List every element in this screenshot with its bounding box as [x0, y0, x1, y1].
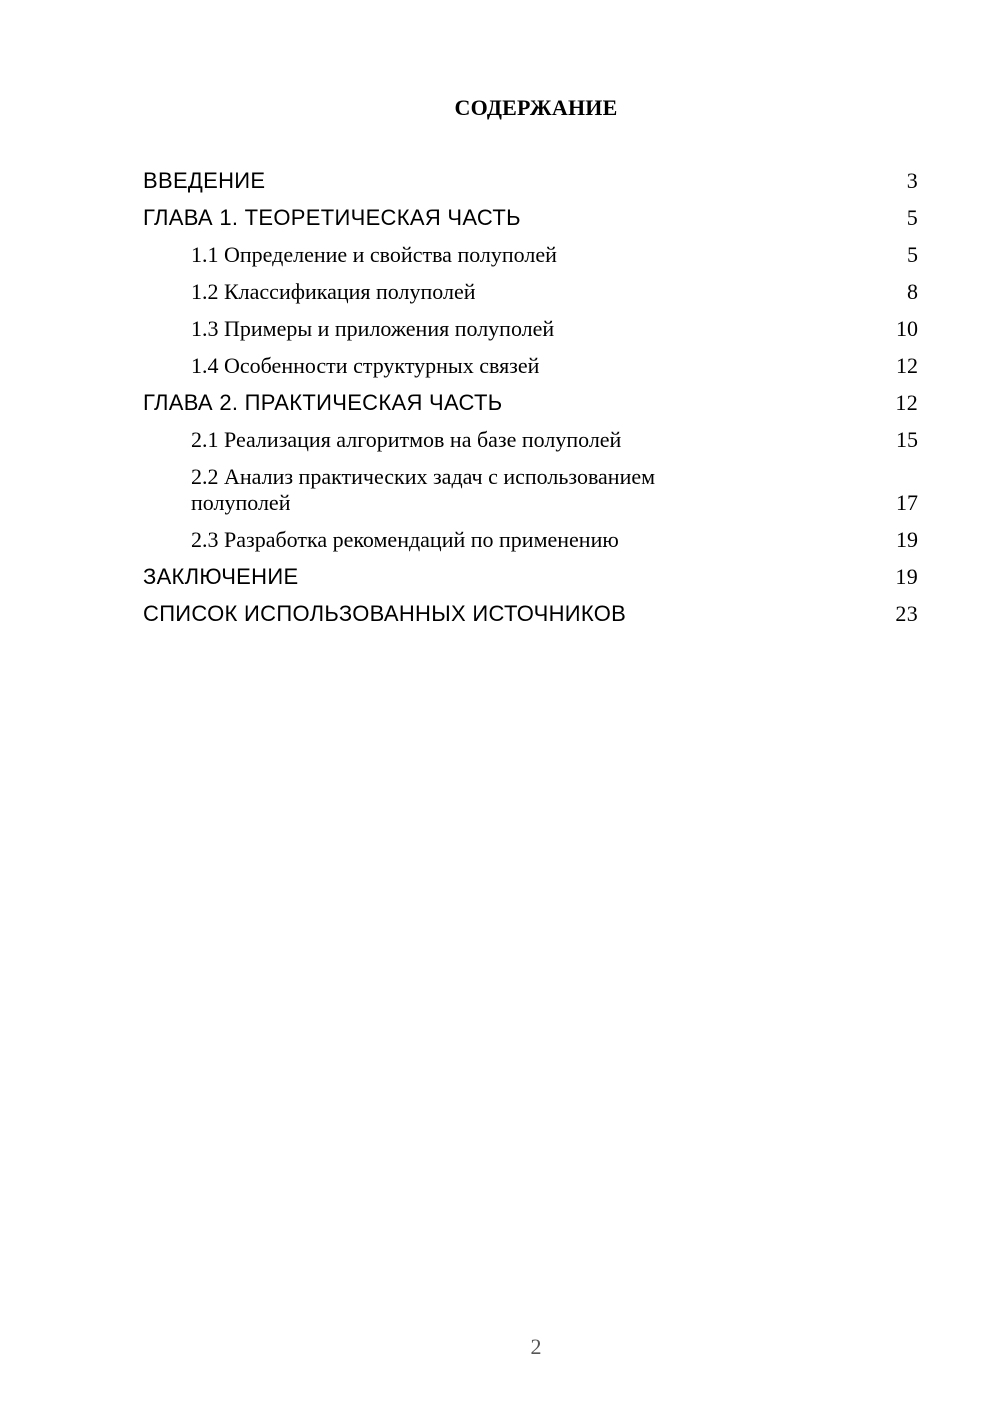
toc-entry-label: СПИСОК ИСПОЛЬЗОВАННЫХ ИСТОЧНИКОВ — [143, 601, 627, 626]
toc-entry-page: 3 — [906, 168, 918, 193]
toc-entry-page: 10 — [896, 316, 918, 341]
toc-entry — [143, 564, 918, 590]
toc-entry-label: ГЛАВА 1. ТЕОРЕТИЧЕСКАЯ ЧАСТЬ — [143, 205, 521, 230]
toc-entry — [143, 427, 918, 453]
toc-entry-label: 1.2 Классификация полуполей — [191, 279, 476, 304]
toc-entry-page: 12 — [896, 353, 918, 378]
toc-entry — [143, 601, 918, 627]
toc-entry-label: 2.3 Разработка рекомендаций по применению — [191, 527, 619, 552]
toc-entry-page: 19 — [895, 564, 918, 589]
toc-entry-label: 2.2 Анализ практических задач с использованием полуполей — [191, 464, 656, 515]
page-title: СОДЕРЖАНИЕ — [454, 95, 618, 120]
toc-entry-label: ГЛАВА 2. ПРАКТИЧЕСКАЯ ЧАСТЬ — [143, 390, 503, 415]
toc-entry-page: 19 — [896, 527, 918, 552]
toc-entry-page: 5 — [906, 205, 918, 230]
toc-entry-page: 15 — [896, 427, 918, 452]
page-number: 2 — [530, 1334, 542, 1359]
toc-entry-page: 8 — [907, 279, 918, 304]
toc-entry — [143, 316, 918, 342]
toc-entry — [143, 242, 918, 268]
toc-entry-page: 12 — [895, 390, 918, 415]
toc-entry — [143, 168, 918, 194]
toc-entry — [143, 464, 918, 516]
toc-entry-label: 1.1 Определение и свойства полуполей — [191, 242, 557, 267]
toc-entry — [143, 279, 918, 305]
toc-entry — [143, 390, 918, 416]
toc-entry-page: 23 — [895, 601, 918, 626]
toc-entry — [143, 527, 918, 553]
toc-entry-label: ВВЕДЕНИЕ — [143, 168, 266, 193]
toc-entry-page: 5 — [907, 242, 918, 267]
toc-entry-label: 2.1 Реализация алгоритмов на базе полуполей — [191, 427, 622, 452]
table-of-contents — [143, 168, 918, 638]
toc-entry — [143, 353, 918, 379]
toc-entry-label: ЗАКЛЮЧЕНИЕ — [143, 564, 299, 589]
toc-entry-page: 17 — [896, 490, 918, 515]
toc-entry-label: 1.4 Особенности структурных связей — [191, 353, 540, 378]
toc-entry-label: 1.3 Примеры и приложения полуполей — [191, 316, 555, 341]
toc-entry — [143, 205, 918, 231]
